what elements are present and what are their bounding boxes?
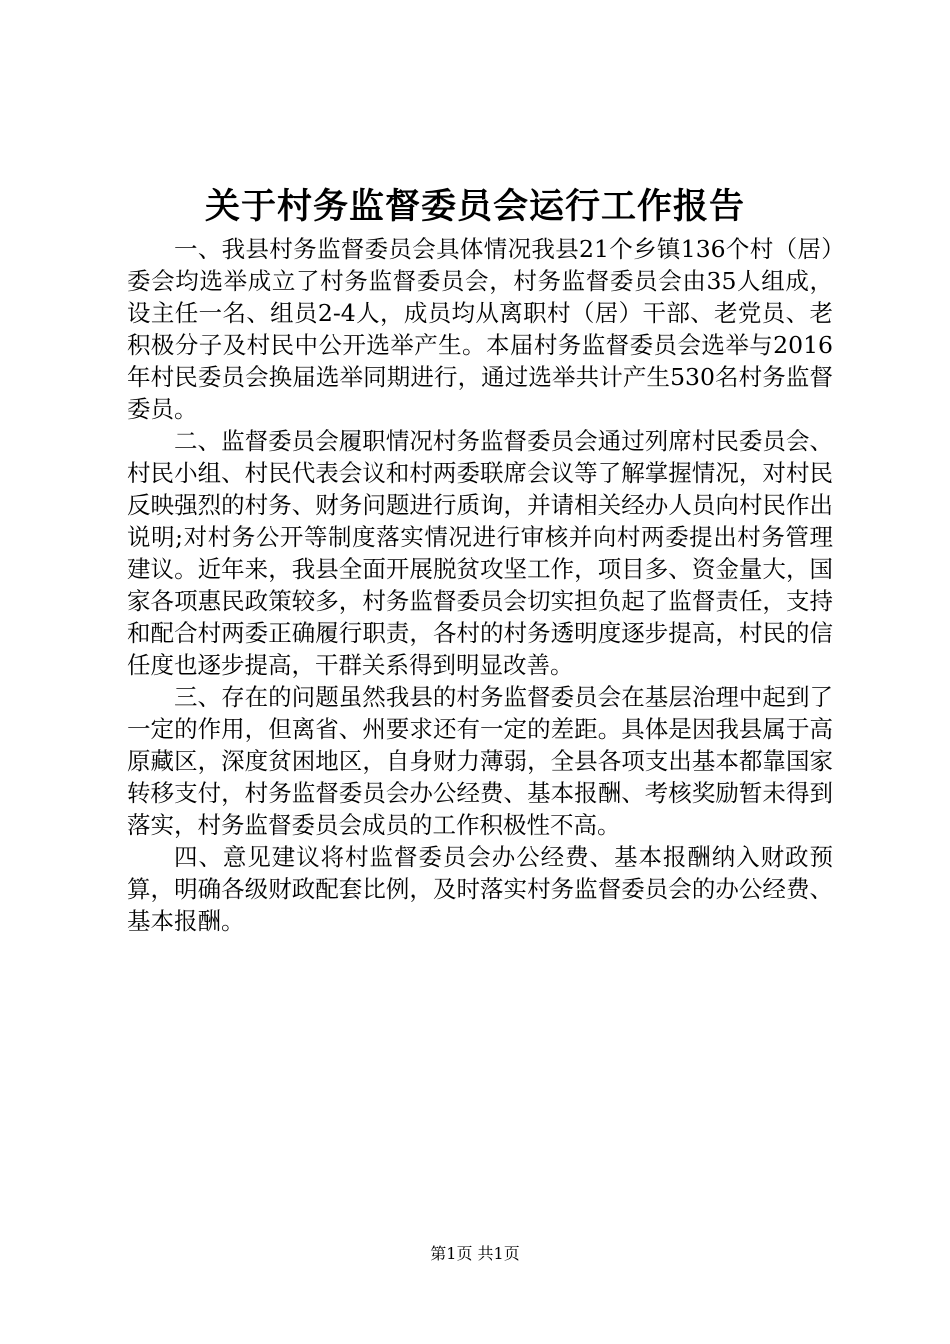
document-title: 关于村务监督委员会运行工作报告 bbox=[204, 186, 745, 227]
paragraph-3: 三、存在的问题虽然我县的村务监督委员会在基层治理中起到了一定的作用，但离省、州要求还有一定的差距。具体是因我县属于高原藏区，深度贫困地区，自身财力薄弱，全县各项支出基本都靠国家转移支付，村务监督委员会办公经费、基本报酬、考核奖励暂未得到落实，村务监督委员会成员的工作积极性不高。 bbox=[127, 683, 833, 839]
paragraph-1: 一、我县村务监督委员会具体情况我县21个乡镇136个村（居）委会均选举成立了村务监督委员会，村务监督委员会由35人组成，设主任一名、组员2-4人，成员均从离职村（居）干部、老党员、老积极分子及村民中公开选举产生。本届村务监督委员会选举与2016年村民委员会换届选举同期进行，通过选举共计产生530名村务监督委员。 bbox=[127, 235, 833, 423]
document-body bbox=[127, 233, 833, 937]
paragraph-4: 四、意见建议将村监督委员会办公经费、基本报酬纳入财政预算，明确各级财政配套比例，及时落实村务监督委员会的办公经费、基本报酬。 bbox=[127, 843, 833, 935]
page-number-footer: 第1页 共1页 bbox=[430, 1244, 520, 1263]
paragraph-2: 二、监督委员会履职情况村务监督委员会通过列席村民委员会、村民小组、村民代表会议和村两委联席会议等了解掌握情况，对村民反映强烈的村务、财务问题进行质询，并请相关经办人员向村民作出说明;对村务公开等制度落实情况进行审核并向村两委提出村务管理建议。近年来，我县全面开展脱贫攻坚工作，项目多、资金量大，国家各项惠民政策较多，村务监督委员会切实担负起了监督责任，支持和配合村两委正确履行职责，各村的村务透明度逐步提高，村民的信任度也逐步提高，干群关系得到明显改善。 bbox=[127, 427, 833, 679]
